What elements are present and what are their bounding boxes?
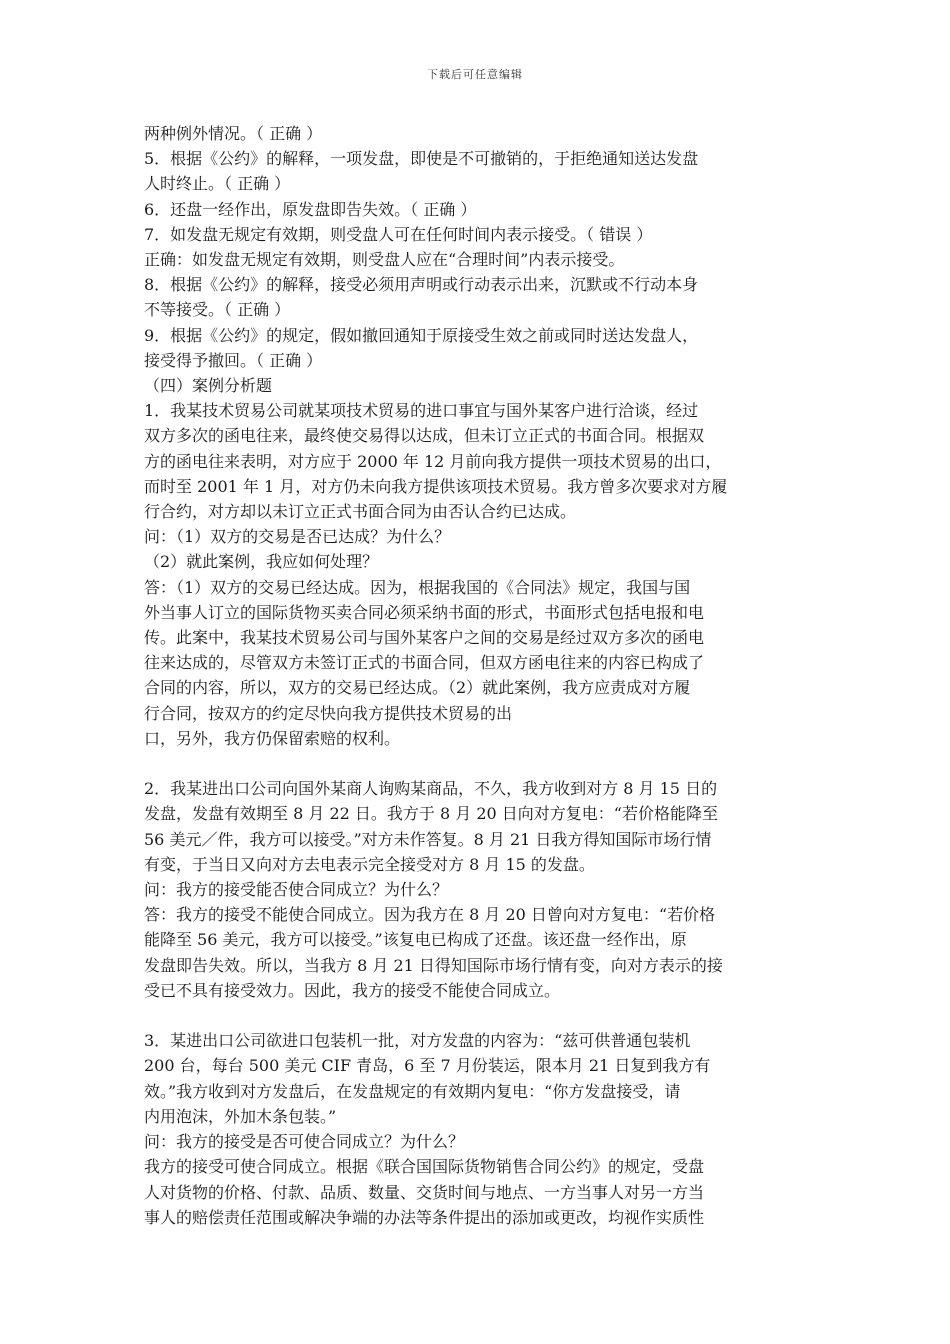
text-line: 2．我某进出口公司向国外某商人询购某商品，不久，我方收到对方 8 月 15 日的	[144, 779, 718, 799]
text-line: 外当事人订立的国际货物买卖合同必须采纳书面的形式，书面形式包括电报和电	[144, 602, 705, 622]
text-line: 接受得予撤回。（ 正确 ）	[144, 350, 323, 370]
text-line: 效。”我方收到对方发盘后，在发盘规定的有效期内复电：“你方发盘接受，请	[144, 1081, 681, 1101]
text-line: 传。此案中，我某技术贸易公司与国外某客户之间的交易是经过双方多次的函电	[144, 628, 705, 648]
text-line: 答：（1）双方的交易已经达成。因为，根据我国的《合同法》规定，我国与国	[144, 577, 691, 597]
blank-line	[144, 751, 808, 776]
text-line: 内用泡沫，外加木条包装。”	[144, 1106, 337, 1126]
text-line: 我方的接受可使合同成立。根据《联合国国际货物销售合同公约》的规定，受盘	[144, 1157, 705, 1177]
document-body	[144, 121, 808, 1230]
text-line: 受已不具有接受效力。因此，我方的接受不能使合同成立。	[144, 980, 561, 1000]
text-line: 人对货物的价格、付款、品质、数量、交货时间与地点、一方当事人对另一方当	[144, 1182, 705, 1202]
text-line: 答：我方的接受不能使合同成立。因为我方在 8 月 20 日曾向对方复电：“若价格	[144, 905, 716, 925]
text-line: 6．还盘一经作出，原发盘即告失效。（ 正确 ）	[144, 199, 477, 219]
text-line: 5．根据《公约》的解释，一项发盘，即使是不可撤销的，于拒绝通知送达发盘	[144, 149, 699, 169]
text-line: 口，另外，我方仍保留索赔的权利。	[144, 728, 401, 748]
text-line: 问：我方的接受是否可使合同成立？为什么？	[144, 1132, 465, 1152]
text-line: 7．如发盘无规定有效期，则受盘人可在任何时间内表示接受。（ 错误 ）	[144, 224, 653, 244]
text-line: 问：（1）双方的交易是否已达成？为什么？	[144, 527, 451, 547]
text-line: 而时至 2001 年 1 月，对方仍未向我方提供该项技术贸易。我方曾多次要求对方履	[144, 476, 728, 496]
text-line: 8．根据《公约》的解释，接受必须用声明或行动表示出来，沉默或不行动本身	[144, 275, 699, 295]
text-line: 行合同，按双方的约定尽快向我方提供技术贸易的出	[144, 703, 513, 723]
text-line: 人时终止。（ 正确 ）	[144, 174, 291, 194]
text-line: 能降至 56 美元，我方可以接受。”该复电已构成了还盘。该还盘一经作出，原	[144, 930, 687, 950]
text-line: 发盘即告失效。所以，当我方 8 月 21 日得知国际市场行情有变，向对方表示的接	[144, 955, 723, 975]
text-line: 3．某进出口公司欲进口包装机一批，对方发盘的内容为：“兹可供普通包装机	[144, 1031, 691, 1051]
text-line: 1．我某技术贸易公司就某项技术贸易的进口事宜与国外某客户进行洽谈，经过	[144, 401, 699, 421]
text-line: （2）就此案例，我应如何处理？	[144, 552, 379, 572]
text-line: 合同的内容，所以，双方的交易已经达成。（2）就此案例，我方应责成对方履	[144, 678, 691, 698]
text-line: 不等接受。（ 正确 ）	[144, 300, 291, 320]
text-line: 双方多次的函电往来，最终使交易得以达成，但未订立正式的书面合同。根据双	[144, 426, 705, 446]
text-line: （四）案例分析题	[144, 376, 273, 396]
text-line: 56 美元／件，我方可以接受。”对方未作答复。8 月 21 日我方得知国际市场行情	[144, 829, 712, 849]
text-line: 正确：如发盘无规定有效期，则受盘人应在“合理时间”内表示接受。	[144, 250, 625, 270]
page-header: 下载后可任意编辑	[427, 68, 523, 81]
text-line: 事人的赔偿责任范围或解决争端的办法等条件提出的添加或更改，均视作实质性	[144, 1207, 705, 1227]
text-line: 有变，于当日又向对方去电表示完全接受对方 8 月 15 的发盘。	[144, 854, 595, 874]
text-line: 两种例外情况。（ 正确 ）	[144, 124, 323, 143]
blank-line	[144, 1003, 808, 1028]
text-line: 9．根据《公约》的规定，假如撤回通知于原接受生效之前或同时送达发盘人，	[144, 325, 699, 345]
text-line: 200 台，每台 500 美元 CIF 青岛，6 至 7 月份装运，限本月 21 日复到我方有	[144, 1056, 711, 1076]
text-line: 问：我方的接受能否使合同成立？为什么？	[144, 880, 449, 900]
text-line: 行合约，对方却以未订立正式书面合同为由否认合约已达成。	[144, 502, 577, 522]
text-line: 发盘，发盘有效期至 8 月 22 日。我方于 8 月 20 日向对方复电：“若价格能降至	[144, 804, 718, 824]
text-line: 方的函电往来表明，对方应于 2000 年 12 月前向我方提供一项技术贸易的出口，	[144, 451, 722, 471]
text-line: 往来达成的，尽管双方未签订正式的书面合同，但双方函电往来的内容已构成了	[144, 653, 705, 673]
